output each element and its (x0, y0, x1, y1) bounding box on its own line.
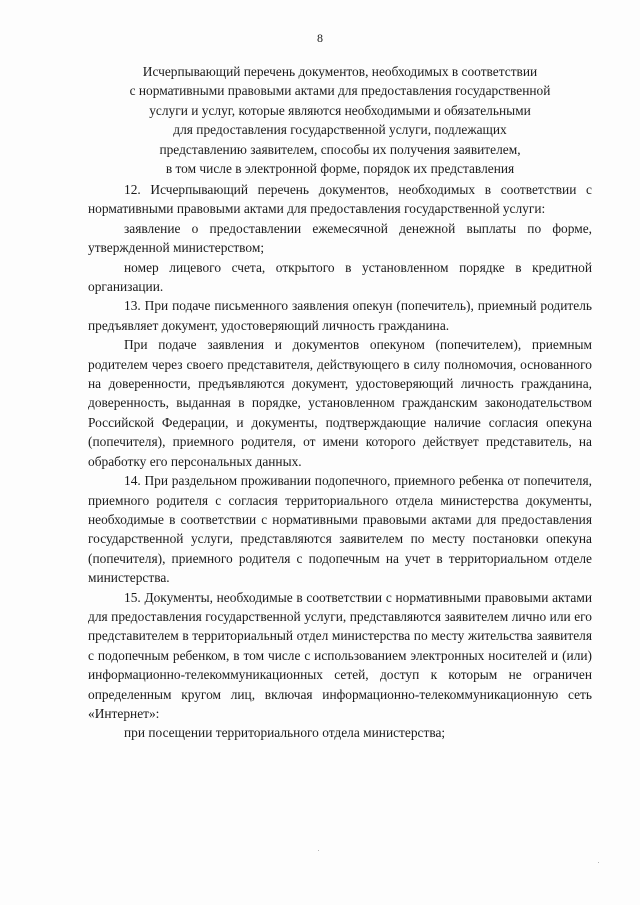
heading-line: в том числе в электронной форме, порядок их представления (165, 161, 515, 177)
paragraph-15: 15. Документы, необходимые в соответствии с нормативными правовыми актами для предоставления государственной услуги, представляются заявителем лично или его представителем в территориальный отдел министерства по месту жительства заявителя с подопечным ребенком, в том числе с использованием электронных носителей и (или) информационно-телекоммуникационных сетей, доступ к которым не ограничен определенным кругом лиц, включая информационно-телекоммуникационную сеть «Интернет»: (88, 589, 592, 721)
heading-line: для предоставления государственной услуги, подлежащих (173, 122, 507, 138)
page-number: 8 (317, 31, 323, 45)
list-item-visit: при посещении территориального отдела министерства; (124, 725, 446, 741)
paragraph-representative: При подаче заявления и документов опекуном (попечителем), приемным родителем через своего представителя, действующего в силу полномочия, основанного на доверенности, предъявляются документ, удостоверяющий личность гражданина, доверенность, выданная в порядке, установленном гражданским законодательством Российской Федерации, и документы, подтверждающие наличие согласия опекуна (попечителя), приемного родителя, от имени которого действует представитель, на обработку его персональных данных. (88, 337, 592, 469)
heading-line: представлению заявителем, способы их получения заявителем, (159, 141, 521, 157)
section-heading (80, 62, 600, 178)
scan-speck (598, 862, 599, 863)
scan-speck (318, 850, 319, 851)
heading-line: Исчерпывающий перечень документов, необходимых в соответствии (142, 64, 538, 79)
list-item-application: заявление о предоставлении ежемесячной денежной выплаты по форме, утвержденной министерством; (88, 220, 592, 256)
paragraph-12: 12. Исчерпывающий перечень документов, необходимых в соответствии с нормативными правовыми актами для предоставления государственной услуги: (88, 182, 592, 217)
paragraph-14: 14. При раздельном проживании подопечного, приемного ребенка от попечителя, приемного родителя с согласия территориального отдела министерства документы, необходимые в соответствии с нормативными правовыми актами для предоставления государственной услуги, представляются заявителем по месту постановки опекуна (попечителя), приемного родителя с подопечным на учет в территориальном отделе министерства. (88, 473, 592, 586)
heading-line: услуги и услуг, которые являются необходимыми и обязательными (149, 102, 531, 118)
list-item-account-number: номер лицевого счета, открытого в установленном порядке в кредитной организации. (88, 259, 592, 295)
paragraph-13: 13. При подаче письменного заявления опекун (попечитель), приемный родитель предъявляет документ, удостоверяющий личность гражданина. (88, 298, 592, 333)
document-body (88, 180, 592, 743)
heading-line: с нормативными правовыми актами для предоставления государственной (129, 83, 551, 99)
